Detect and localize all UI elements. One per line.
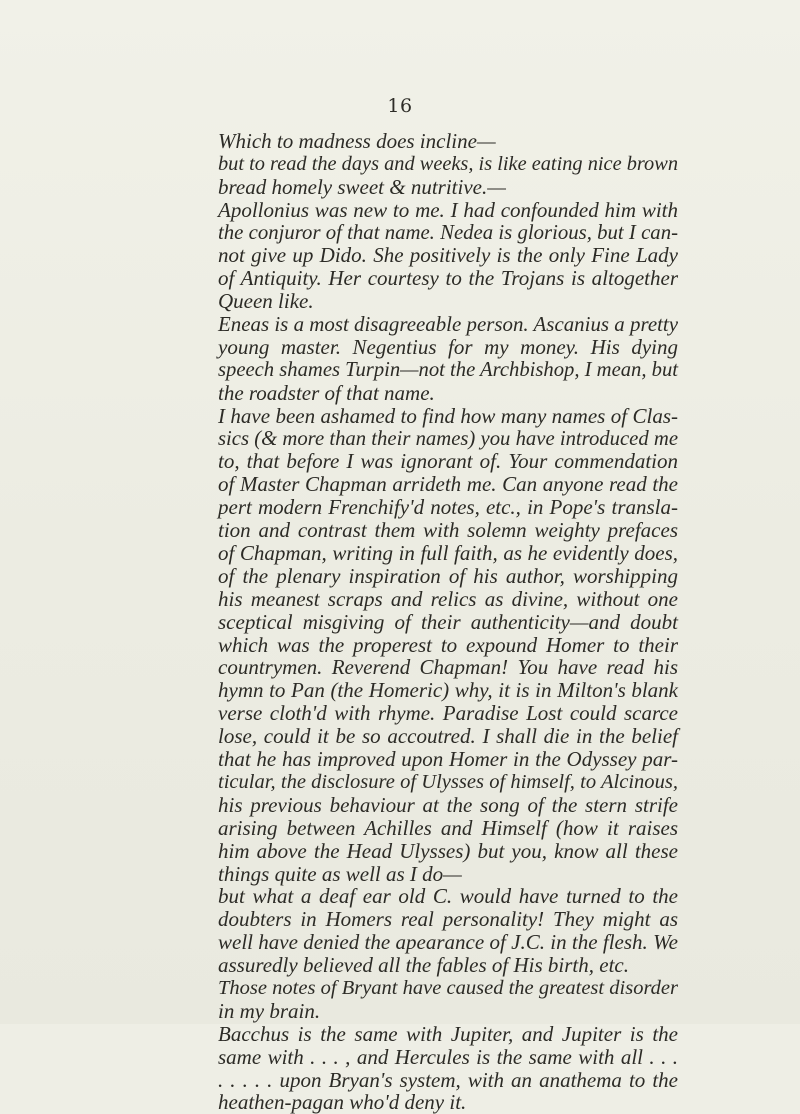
text-line: him above the Head Ulysses) but you, know all these bbox=[218, 838, 678, 863]
text-line: verse cloth'd with rhyme. Paradise Lost could scarce bbox=[218, 701, 678, 726]
text-line: young master. Negentius for my money. His dying bbox=[218, 335, 678, 360]
text-line: bread homely sweet & nutritive.— bbox=[218, 174, 506, 199]
text-line: things quite as well as I do— bbox=[218, 861, 462, 886]
text-line: Queen like. bbox=[218, 289, 314, 314]
text-line: speech shames Turpin—not the Archbishop, I mean, but bbox=[218, 358, 679, 381]
text-line: Which to madness does incline— bbox=[218, 129, 496, 153]
letter-text-body bbox=[218, 130, 678, 1114]
text-line: of Antiquity. Her courtesy to the Trojans is altogether bbox=[218, 266, 678, 291]
text-line: Those notes of Bryant have caused the greatest disorder bbox=[218, 976, 678, 999]
text-line: the roadster of that name. bbox=[218, 380, 435, 405]
text-line: of Chapman, writing in full faith, as he evidently does, bbox=[218, 541, 678, 566]
text-line: . . . . . upon Bryan's system, with an anathema to the bbox=[218, 1067, 678, 1092]
text-line: in my brain. bbox=[218, 998, 321, 1023]
text-line: I have been ashamed to find how many names of Clas- bbox=[218, 403, 678, 428]
text-line: lose, could it be so accoutred. I shall die in the belief bbox=[218, 724, 678, 749]
text-line: pert modern Frenchify'd notes, etc., in Pope's transla- bbox=[218, 495, 678, 520]
text-line: countrymen. Reverend Chapman! You have read his bbox=[218, 655, 678, 680]
text-line: doubters in Homers real personality! They might as bbox=[218, 907, 678, 932]
text-line: not give up Dido. She positively is the only Fine Lady bbox=[218, 243, 678, 268]
text-line: ticular, the disclosure of Ulysses of himself, to Alcinous, bbox=[218, 770, 678, 793]
page-number: 16 bbox=[387, 95, 413, 117]
text-line: which was the properest to expound Homer to their bbox=[218, 632, 678, 657]
text-line: heathen-pagan who'd deny it. bbox=[218, 1090, 467, 1114]
text-line: but what a deaf ear old C. would have turned to the bbox=[218, 884, 678, 909]
text-line: his previous behaviour at the song of the stern strife bbox=[218, 792, 678, 817]
text-line: sceptical misgiving of their authenticity—and doubt bbox=[218, 609, 678, 634]
text-line: that he has improved upon Homer in the Odyssey par- bbox=[218, 747, 678, 772]
text-line: Bacchus is the same with Jupiter, and Jupiter is the bbox=[218, 1021, 678, 1046]
text-line: Eneas is a most disagreeable person. Ascanius a pretty bbox=[218, 312, 678, 337]
text-line: same with . . . , and Hercules is the same with all . . . bbox=[218, 1044, 678, 1069]
text-line: the conjuror of that name. Nedea is glorious, but I can- bbox=[218, 220, 678, 244]
text-line: sics (& more than their names) you have introduced me bbox=[218, 427, 678, 450]
text-line: but to read the days and weeks, is like eating nice brown bbox=[218, 152, 678, 175]
text-line: assuredly believed all the fables of His birth, etc. bbox=[218, 953, 629, 978]
text-line: tion and contrast them with solemn weighty prefaces bbox=[218, 518, 678, 543]
text-line: hymn to Pan (the Homeric) why, it is in Milton's blank bbox=[218, 678, 678, 703]
text-line: of Master Chapman arrideth me. Can anyone read the bbox=[218, 472, 678, 497]
text-line: to, that before I was ignorant of. Your commendation bbox=[218, 449, 678, 474]
text-line: well have denied the apearance of J.C. in the flesh. We bbox=[218, 930, 678, 955]
text-line: arising between Achilles and Himself (how it raises bbox=[218, 815, 678, 840]
text-line: his meanest scraps and relics as divine, without one bbox=[218, 586, 678, 611]
text-line: of the plenary inspiration of his author, worshipping bbox=[218, 563, 678, 588]
text-line: Apollonius was new to me. I had confounded him with bbox=[218, 197, 678, 222]
